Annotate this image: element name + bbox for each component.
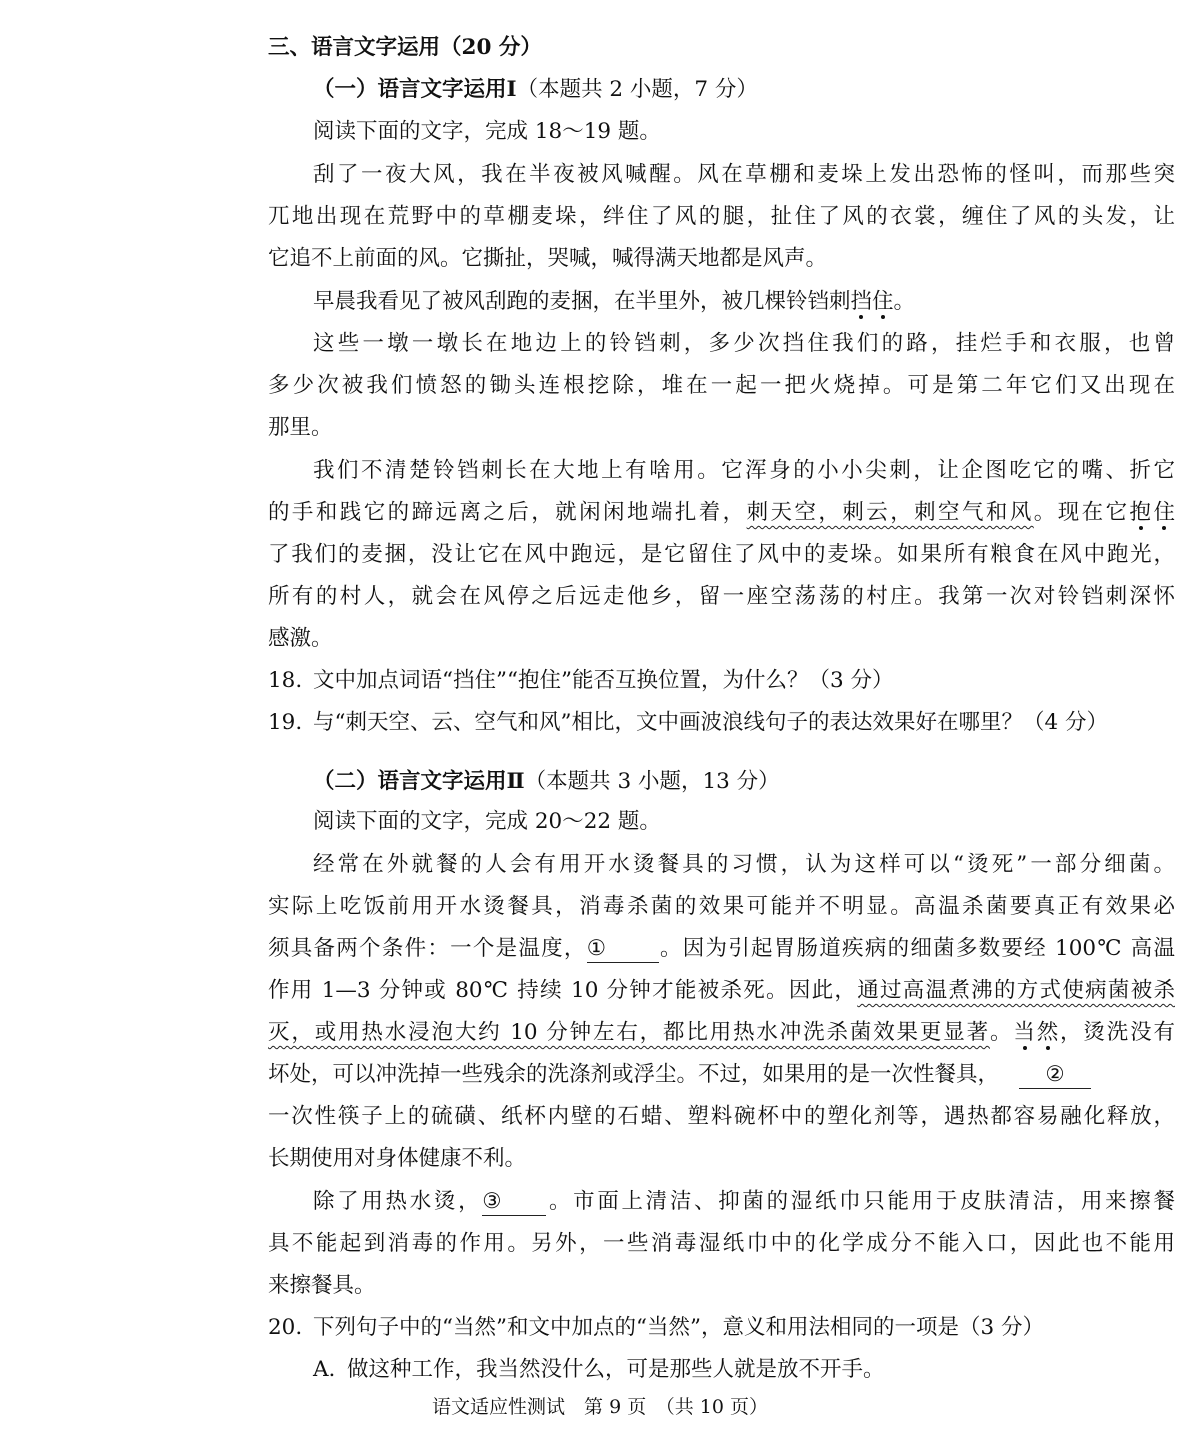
p4-line2-mid: 。现在它 xyxy=(1033,500,1130,525)
p5-line7: 一次性筷子上的硫磺、纸杯内壁的石蜡、塑料碗杯中的塑化剂等，遇热都容易融化释放， xyxy=(268,1104,1175,1129)
dotted-char-bao: 抱 xyxy=(1129,500,1154,525)
p5-line2: 实际上吃饭前用开水烫餐具，消毒杀菌的效果可能并不明显。高温杀菌要真正有效果必 xyxy=(268,894,1175,919)
dotted-char-zhu: 住 xyxy=(872,289,894,314)
p1-line2: 兀地出现在荒野中的草棚麦垛，绊住了风的腿，扯住了风的衣裳，缠住了风的头发，让 xyxy=(268,204,1175,229)
p5-line4 xyxy=(268,975,1175,1007)
p3-line2: 多少次被我们愤怒的锄头连根挖除，堆在一起一把火烧掉。可是第二年它们又出现在 xyxy=(268,373,1175,398)
p5-line1: 经常在外就餐的人会有用开水烫餐具的习惯，认为这样可以“烫死”一部分细菌。 xyxy=(313,852,1175,877)
question-number: 18. xyxy=(268,668,303,693)
question-20 xyxy=(268,1312,1044,1344)
fill-blank-2[interactable]: ② xyxy=(1019,1062,1091,1089)
p5-line8: 长期使用对身体健康不利。 xyxy=(268,1146,527,1171)
p5-line6-pre: 坏处，可以冲洗掉一些残余的洗涤剂或浮尘。不过，如果用的是一次性餐具， xyxy=(268,1062,1000,1087)
part2-heading-note: （本题共 3 小题，13 分） xyxy=(524,769,780,794)
question-18 xyxy=(268,665,893,697)
dotted-char-zhu2: 住 xyxy=(1153,500,1175,525)
option-label: A. xyxy=(313,1357,336,1382)
p6-line1 xyxy=(313,1186,1175,1218)
p4-line4: 所有的村人，就会在风停之后远走他乡，留一座空荡荡的村庄。我第一次对铃铛刺深怀 xyxy=(268,584,1175,609)
p5-line6 xyxy=(268,1059,1091,1091)
page-footer: 语文适应性测试 第 9 页 （共 10 页） xyxy=(432,1396,768,1418)
p3-line3: 那里。 xyxy=(268,415,333,440)
p4-line1: 我们不清楚铃铛刺长在大地上有啥用。它浑身的小小尖刺，让企图吃它的嘴、折它 xyxy=(313,458,1175,483)
p5-line3-pre: 须具备两个条件：一个是温度， xyxy=(268,936,587,961)
question-number: 20. xyxy=(268,1315,303,1340)
wavy-underlined-sentence-2a: 通过高温煮沸的方式使病菌被杀 xyxy=(857,978,1175,1003)
wavy-underlined-sentence-2b: 灭，或用热水浸泡大约 10 分钟左右，都比用热水冲洗杀菌效果更显著 xyxy=(268,1020,990,1045)
p1-line3: 它追不上前面的风。它撕扯，哭喊，喊得满天地都是风声。 xyxy=(268,246,828,271)
p4-line5: 感激。 xyxy=(268,626,333,651)
p5-line5 xyxy=(268,1017,1175,1049)
dotted-char-dang2: 当 xyxy=(1013,1020,1037,1045)
p4-line2 xyxy=(268,497,1175,529)
part1-heading: （一）语言文字运用Ⅰ xyxy=(313,77,517,102)
option-text: 做这种工作，我当然没什么，可是那些人就是放不开手。 xyxy=(347,1357,885,1382)
p5-line3 xyxy=(268,933,1175,965)
p3-line1: 这些一墩一墩长在地边上的铃铛刺，多少次挡住我们的路，挂烂手和衣服，也曾 xyxy=(313,331,1175,356)
part2-heading-row xyxy=(313,766,780,798)
part1-instruction: 阅读下面的文字，完成 18～19 题。 xyxy=(313,119,661,144)
question-text: 与“刺天空、云、空气和风”相比，文中画波浪线句子的表达效果好在哪里？（4 分） xyxy=(313,710,1108,735)
question-text: 下列句子中的“当然”和文中加点的“当然”，意义和用法相同的一项是（3 分） xyxy=(313,1315,1044,1340)
p4-line3: 了我们的麦捆，没让它在风中跑远，是它留住了风中的麦垛。如果所有粮食在风中跑光， xyxy=(268,542,1175,567)
question-text: 文中加点词语“挡住”“抱住”能否互换位置，为什么？（3 分） xyxy=(313,668,894,693)
p2-text: 早晨我看见了被风刮跑的麦捆，在半里外，被几棵铃铛刺 xyxy=(313,289,851,314)
part2-heading: （二）语言文字运用Ⅱ xyxy=(313,769,525,794)
p6-line1-pre: 除了用热水烫， xyxy=(313,1189,483,1214)
dotted-char-ran: 然 xyxy=(1036,1020,1061,1045)
p1-line1: 刮了一夜大风，我在半夜被风喊醒。风在草棚和麦垛上发出恐怖的怪叫，而那些突 xyxy=(313,162,1175,187)
p2-line1 xyxy=(313,286,915,318)
p6-line1-post: 。市面上清洁、抑菌的湿纸巾只能用于皮肤清洁，用来擦餐 xyxy=(546,1189,1175,1214)
part1-heading-row xyxy=(313,74,758,106)
p4-line2-pre: 的手和践它的蹄远离之后，就闲闲地端扎着， xyxy=(268,500,747,525)
question-19 xyxy=(268,707,1108,739)
p5-line4-pre: 作用 1—3 分钟或 80℃ 持续 10 分钟才能被杀死。因此， xyxy=(268,978,858,1003)
fill-blank-1[interactable]: ① xyxy=(587,936,659,963)
p5-line5-mid: 。 xyxy=(989,1020,1014,1045)
p5-line3-post: 。因为引起胃肠道疾病的细菌多数要经 100℃ 高温 xyxy=(658,936,1175,961)
dotted-char-dang: 挡 xyxy=(850,289,873,314)
wavy-underlined-sentence: 刺天空，刺云，刺空气和风 xyxy=(746,500,1034,525)
p6-line3: 来擦餐具。 xyxy=(268,1273,376,1298)
option-a[interactable] xyxy=(313,1354,885,1386)
section-title: 三、语言文字运用（20 分） xyxy=(268,35,542,60)
part1-heading-note: （本题共 2 小题，7 分） xyxy=(516,77,758,102)
p2-end: 。 xyxy=(893,289,916,314)
part2-instruction: 阅读下面的文字，完成 20～22 题。 xyxy=(313,809,661,834)
question-number: 19. xyxy=(268,710,303,735)
p6-line2: 具不能起到消毒的作用。另外，一些消毒湿纸巾中的化学成分不能入口，因此也不能用 xyxy=(268,1231,1175,1256)
p5-line5-post: ，烫洗没有 xyxy=(1060,1020,1175,1045)
fill-blank-3[interactable]: ③ xyxy=(482,1189,546,1216)
